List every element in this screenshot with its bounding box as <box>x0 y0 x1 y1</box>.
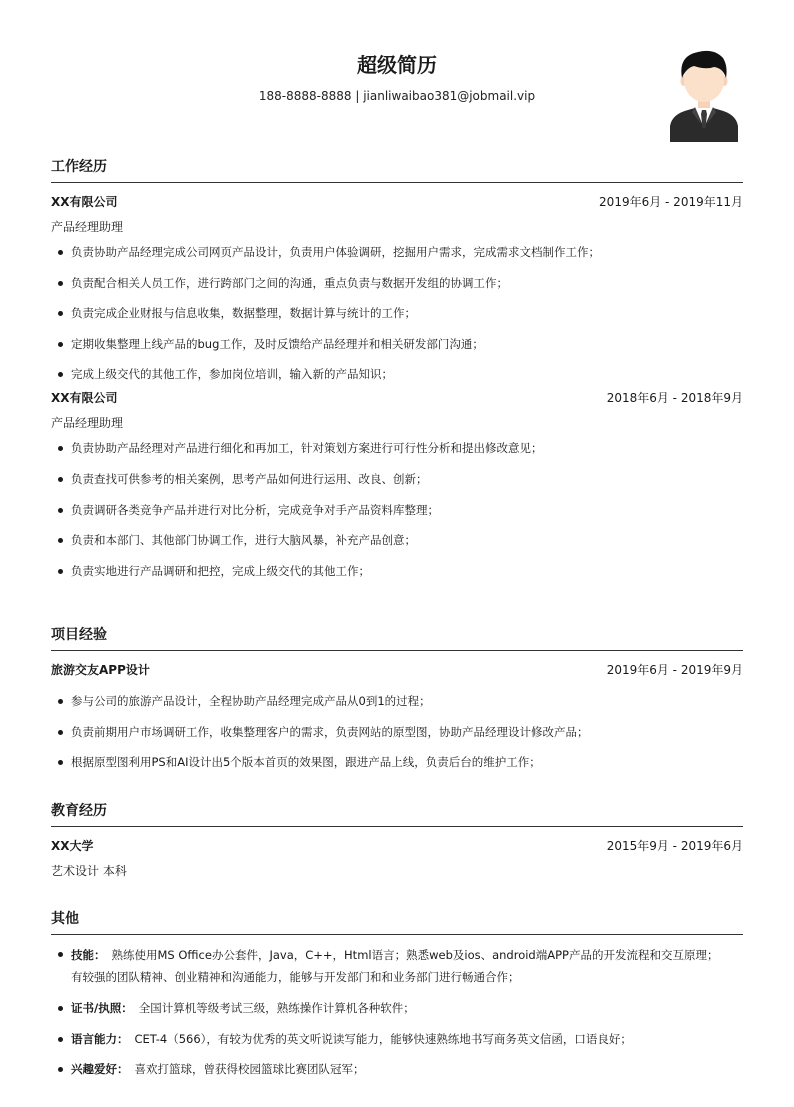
project-entry-date: 2019年6月 - 2019年9月 <box>606 663 743 677</box>
hobby-value: 喜欢打篮球，曾获得校园篮球比赛团队冠军； <box>134 1062 365 1076</box>
contact-info: 188-8888-8888 | jianliwaibao381@jobmail.vip <box>258 89 536 103</box>
certificate-key: 证书/执照： <box>71 1001 133 1015</box>
work-entry-2-org: XX有限公司 <box>51 391 118 406</box>
section-title-education: 教育经历 <box>51 803 107 819</box>
education-school: XX大学 <box>51 839 94 853</box>
resume-header <box>51 48 743 148</box>
list-item: 负责完成企业财报与信息收集，数据整理，数据计算与统计的工作； <box>51 303 743 323</box>
language-key: 语言能力： <box>71 1032 129 1046</box>
work-entry-1-header <box>51 192 743 212</box>
work-entry-2-date: 2018年6月 - 2018年9月 <box>606 391 743 406</box>
list-item: 根据原型图利用PS和AI设计出5个版本首页的效果图，跟进产品上线，负责后台的维护工作； <box>51 752 743 772</box>
list-item: 定期收集整理上线产品的bug工作，及时反馈给产品经理并和相关研发部门沟通； <box>51 334 743 354</box>
language-value: CET-4（566），有较为优秀的英文听说读写能力，能够快速熟练地书写商务英文信函，口语良好； <box>134 1032 632 1046</box>
language-item <box>51 1029 743 1049</box>
section-divider <box>51 650 743 651</box>
list-item: 参与公司的旅游产品设计，全程协助产品经理完成产品从0到1的过程； <box>51 691 743 711</box>
certificate-value: 全国计算机等级考试三级，熟练操作计算机各种软件； <box>138 1001 415 1015</box>
section-divider <box>51 182 743 183</box>
list-item: 完成上级交代的其他工作，参加岗位培训，输入新的产品知识； <box>51 364 743 384</box>
section-others <box>51 909 743 1079</box>
skills-key: 技能： <box>71 948 106 962</box>
list-item: 负责前期用户市场调研工作，收集整理客户的需求，负责网站的原型图，协助产品经理设计修改产品； <box>51 722 743 742</box>
work-entry-2-role: 产品经理助理 <box>51 416 124 431</box>
list-item: 负责实地进行产品调研和把控，完成上级交代的其他工作； <box>51 561 743 581</box>
list-item: 负责协助产品经理完成公司网页产品设计，负责用户体验调研，挖掘用户需求，完成需求文档制作工作； <box>51 242 743 262</box>
skills-value-line2: 有较强的团队精神、创业精神和沟通能力，能够与开发部门和和业务部门进行畅通合作； <box>71 970 520 984</box>
project-entry-header <box>51 660 743 680</box>
skills-value-line1: 熟练使用MS Office办公套件，Java，C++，Html语言；熟悉web及ios、android端APP产品的开发流程和交互原理； <box>111 948 719 962</box>
education-entry-header <box>51 836 743 856</box>
work-entry-2-header <box>51 388 743 408</box>
work-entry-1-org: XX有限公司 <box>51 195 118 209</box>
candidate-name: 超级简历 <box>357 53 437 77</box>
project-entry-bullets <box>51 691 743 772</box>
education-date: 2015年9月 - 2019年6月 <box>606 839 743 853</box>
hobby-item <box>51 1059 743 1079</box>
list-item: 负责调研各类竞争产品并进行对比分析，完成竞争对手产品资料库整理； <box>51 500 743 520</box>
avatar-photo <box>668 48 740 142</box>
certificate-item <box>51 998 743 1018</box>
work-entry-1-role: 产品经理助理 <box>51 220 124 234</box>
section-title-others: 其他 <box>51 911 79 927</box>
section-title-work: 工作经历 <box>51 159 107 175</box>
resume-page <box>51 0 743 1107</box>
work-entry-2-bullets <box>51 438 743 580</box>
section-divider <box>51 826 743 827</box>
section-title-project: 项目经验 <box>51 627 107 643</box>
list-item: 负责和本部门、其他部门协调工作，进行大脑风暴，补充产品创意； <box>51 530 743 550</box>
work-entry-1-bullets <box>51 242 743 384</box>
education-detail: 艺术设计 本科 <box>51 864 127 878</box>
section-work <box>51 157 743 581</box>
section-project <box>51 625 743 772</box>
work-entry-1-date: 2019年6月 - 2019年11月 <box>599 195 743 209</box>
list-item: 负责协助产品经理对产品进行细化和再加工，针对策划方案进行可行性分析和提出修改意见； <box>51 438 743 458</box>
list-item: 负责配合相关人员工作，进行跨部门之间的沟通，重点负责与数据开发组的协调工作； <box>51 273 743 293</box>
others-list <box>51 944 743 1079</box>
list-item: 负责查找可供参考的相关案例，思考产品如何进行运用、改良、创新； <box>51 469 743 489</box>
hobby-key: 兴趣爱好： <box>71 1062 129 1076</box>
section-education <box>51 801 743 881</box>
project-entry-name: 旅游交友APP设计 <box>51 663 150 677</box>
skills-item <box>51 944 743 988</box>
section-divider <box>51 934 743 935</box>
